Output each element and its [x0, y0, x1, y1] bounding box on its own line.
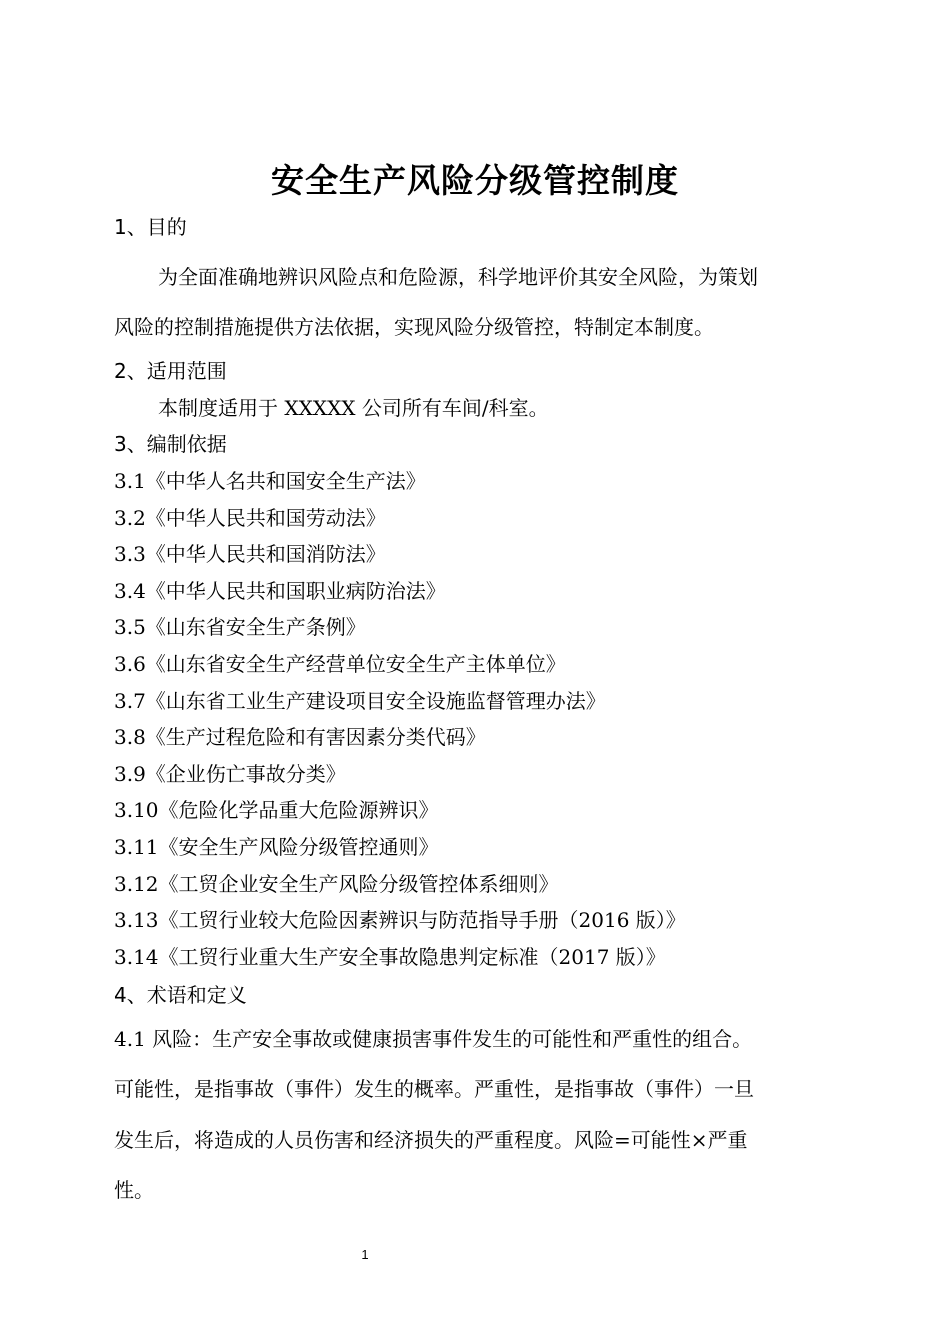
paragraph-scope: 本制度适用于 XXXXX 公司所有车间/科室。	[158, 396, 549, 420]
section-heading-basis: 3、编制依据	[114, 432, 227, 456]
basis-list-item: 3.13《工贸行业较大危险因素辨识与防范指导手册（2016 版）》	[114, 908, 686, 932]
page-number: 1	[361, 1247, 369, 1262]
basis-list-item: 3.3《中华人民共和国消防法》	[114, 542, 386, 566]
basis-list-item: 3.6《山东省安全生产经营单位安全生产主体单位》	[114, 652, 566, 676]
basis-list-item: 3.5《山东省安全生产条例》	[114, 615, 366, 639]
paragraph-definitions-line-1: 4.1 风险：生产安全事故或健康损害事件发生的可能性和严重性的组合。	[114, 1027, 753, 1051]
basis-list-item: 3.7《山东省工业生产建设项目安全设施监督管理办法》	[114, 689, 606, 713]
basis-list-item: 3.1《中华人名共和国安全生产法》	[114, 469, 426, 493]
section-heading-scope: 2、适用范围	[114, 359, 227, 383]
section-heading-purpose: 1、目的	[114, 215, 187, 239]
paragraph-definitions-line-4: 性。	[114, 1178, 154, 1202]
document-title: 安全生产风险分级管控制度	[271, 161, 679, 200]
basis-list-item: 3.10《危险化学品重大危险源辨识》	[114, 798, 439, 822]
basis-list-item: 3.11《安全生产风险分级管控通则》	[114, 835, 439, 859]
basis-list-item: 3.9《企业伤亡事故分类》	[114, 762, 346, 786]
paragraph-purpose-line-2: 风险的控制措施提供方法依据，实现风险分级管控，特制定本制度。	[114, 315, 714, 339]
basis-list-item: 3.8《生产过程危险和有害因素分类代码》	[114, 725, 486, 749]
basis-list-item: 3.2《中华人民共和国劳动法》	[114, 506, 386, 530]
paragraph-purpose-line-1: 为全面准确地辨识风险点和危险源，科学地评价其安全风险，为策划	[158, 265, 758, 289]
paragraph-definitions-line-3: 发生后，将造成的人员伤害和经济损失的严重程度。风险=可能性×严重	[114, 1128, 748, 1152]
paragraph-definitions-line-2: 可能性，是指事故（事件）发生的概率。严重性，是指事故（事件）一旦	[114, 1077, 754, 1101]
section-heading-definitions: 4、术语和定义	[114, 983, 247, 1007]
basis-list-item: 3.12《工贸企业安全生产风险分级管控体系细则》	[114, 872, 559, 896]
basis-list-item: 3.14《工贸行业重大生产安全事故隐患判定标准（2017 版）》	[114, 945, 666, 969]
basis-list-item: 3.4《中华人民共和国职业病防治法》	[114, 579, 446, 603]
